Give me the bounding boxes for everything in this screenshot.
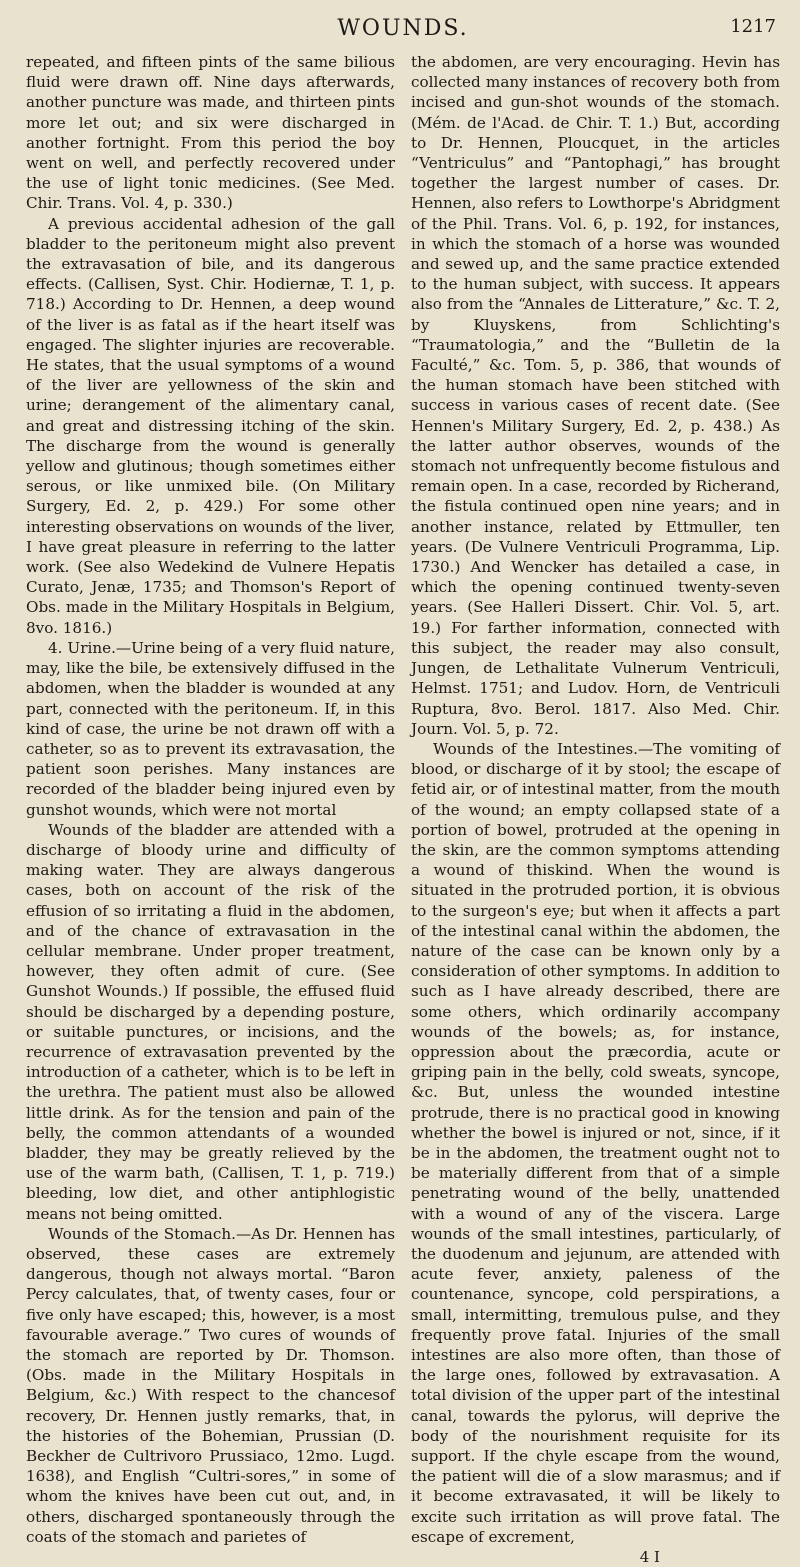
page-number: 1217 [730, 16, 776, 37]
paragraph: Wounds of the Intestines.—The vomiting of blood, or discharge of it by stool; the escape of fetid air, or of intestinal matter, from the mouth of the wound; an empty collapsed state of a portion of bowel, protruded at the opening in the skin, are the common symptoms attending a wound of thiskind. When the wound is situated in the protruded portion, it is obvious to the surgeon's eye; but when it affects a part of the intestinal canal within the abdomen, the nature of the case can be known only by a consideration of other symptoms. In addition to such as I have already described, there are some others, which ordinarily accompany wounds of the bowels; as, for instance, oppression about the præcordia, acute or griping pain in the belly, cold sweats, syncope, &c. But, unless the wounded intestine protrude, there is no practical good in knowing whether the bowel is injured or not, since, if it be in the abdomen, the treatment ought not to be materially different from that of a simple penetrating wound of the belly, unattended with a wound of any of the viscera. Large wounds of the small intestines, particularly, of the duodenum and jejunum, are attended with acute fever, anxiety, paleness of the countenance, syncope, cold perspirations, a small, intermitting, tremulous pulse, and they frequently prove fatal. Injuries of the small intestines are also more often, than those of the large ones, followed by extravasation. A total division of the upper part of the intestinal canal, towards the pylorus, will deprive the body of the nourishment requisite for its support. If the chyle escape from the wound, the patient will die of a slow marasmus; and if it become extravasated, it will be likely to excite such irritation as will prove fatal. The escape of excrement, [411, 739, 780, 1546]
left-column [26, 52, 395, 1567]
right-column [411, 52, 780, 1567]
paragraph: Wounds of the Stomach.—As Dr. Hennen has observed, these cases are extremely dangerous, though not always mortal. “Baron Percy calculates, that, of twenty cases, four or five only have escaped; this, however, is a most favourable average.” Two cures of wounds of the stomach are reported by Dr. Thomson. (Obs. made in the Military Hospitals in Belgium, &c.) With respect to the chancesof recovery, Dr. Hennen justly remarks, that, in the histories of the Bohemian, Prussian (D. Beckher de Cultrivoro Prussiaco, 12mo. Lugd. 1638), and English “Cultri-sores,” in some of whom the knives have been cut out, and, in others, discharged spontaneously through the coats of the stomach and parietes of [26, 1224, 395, 1546]
page-header [26, 18, 780, 44]
signature-mark: 4 I [639, 1548, 660, 1567]
text-columns [26, 52, 780, 1567]
paragraph: the abdomen, are very encouraging. Hevin has collected many instances of recovery both from incised and gun-shot wounds of the stomach. (Mém. de l'Acad. de Chir. T. 1.) But, according to Dr. Hennen, Ploucquet, in the articles “Ventriculus” and “Pantophagi,” has brought together the largest number of cases. Dr. Hennen, also refers to Lowthorpe's Abridgment of the Phil. Trans. Vol. 6, p. 192, for instances, in which the stomach of a horse was wounded and sewed up, and the same practice extended to the human subject, with success. It appears also from the “Annales de Litterature,” &c. T. 2, by Kluyskens, from Schlichting's “Traumatologia,” and the “Bulletin de la Faculté,” &c. Tom. 5, p. 386, that wounds of the human stomach have been stitched with success in various cases of recent date. (See Hennen's Military Surgery, Ed. 2, p. 438.) As the latter author observes, wounds of the stomach not unfrequently become fistulous and remain open. In a case, recorded by Richerand, the fistula continued open nine years; and in another instance, related by Ettmuller, ten years. (De Vulnere Ventriculi Programma, Lip. 1730.) And Wencker has detailed a case, in which the opening continued twenty-seven years. (See Halleri Dissert. Chir. Vol. 5, art. 19.) For farther information, connected with this subject, the reader may also consult, Jungen, de Lethalitate Vulnerum Ventriculi, Helmst. 1751; and Ludov. Horn, de Ventriculi Ruptura, 8vo. Berol. 1817. Also Med. Chir. Journ. Vol. 5, p. 72. [411, 53, 780, 738]
paragraph: repeated, and fifteen pints of the same bilious fluid were drawn off. Nine days afterwards, another puncture was made, and thirteen pints more let out; and six were discharged in another fortnight. From this period the boy went on well, and perfectly recovered under the use of light tonic medicines. (See Med. Chir. Trans. Vol. 4, p. 330.) [26, 53, 395, 213]
paragraph: Wounds of the bladder are attended with a discharge of bloody urine and difficulty of making water. They are always dangerous cases, both on account of the risk of the effusion of so irritating a fluid in the abdomen, and of the chance of extravasation in the cellular membrane. Under proper treatment, however, they often admit of cure. (See Gunshot Wounds.) If possible, the effused fluid should be discharged by a depending posture, or suitable punctures, or incisions, and the recurrence of extravasation prevented by the introduction of a catheter, which is to be left in the urethra. The patient must also be allowed little drink. As for the tension and pain of the belly, the common attendants of a wounded bladder, they may be greatly relieved by the use of the warm bath, (Callisen, T. 1, p. 719.) bleeding, low diet, and other antiphlogistic means not being omitted. [26, 820, 395, 1223]
paragraph: 4. Urine.—Urine being of a very fluid nature, may, like the bile, be extensively diffused in the abdomen, when the bladder is wounded at any part, connected with the peritoneum. If, in this kind of case, the urine be not drawn off with a catheter, so as to prevent its extravasation, the patient soon perishes. Many instances are recorded of the bladder being injured even by gunshot wounds, which were not mortal [26, 638, 395, 819]
paragraph: A previous accidental adhesion of the gall bladder to the peritoneum might also prevent the extravasation of bile, and its dangerous effects. (Callisen, Syst. Chir. Hodiernæ, T. 1, p. 718.) According to Dr. Hennen, a deep wound of the liver is as fatal as if the heart itself was engaged. The slighter injuries are recoverable. He states, that the usual symptoms of a wound of the liver are yellowness of the skin and urine; derangement of the alimentary canal, and great and distressing itching of the skin. The discharge from the wound is generally yellow and glutinous; though sometimes either serous, or like unmixed bile. (On Military Surgery, Ed. 2, p. 429.) For some other interesting observations on wounds of the liver, I have great pleasure in referring to the latter work. (See also Wedekind de Vulnere Hepatis Curato, Jenæ, 1735; and Thomson's Report of Obs. made in the Military Hospitals in Belgium, 8vo. 1816.) [26, 214, 395, 637]
running-title: WOUNDS. [337, 16, 469, 41]
